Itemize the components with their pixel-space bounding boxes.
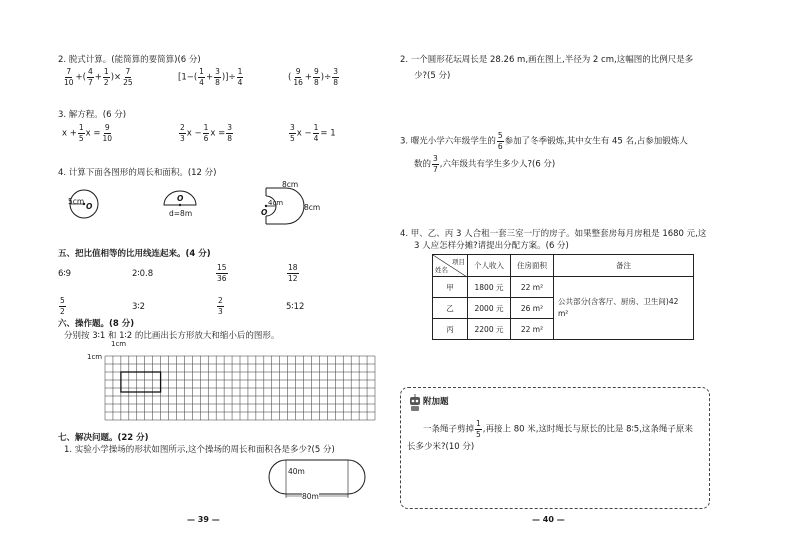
r-q2-line1: 2. 一个圆形花坛周长是 28.26 m,画在图上,半径为 2 cm,这幅图的比例尺是多 [400, 55, 694, 65]
ratio-2-0.8: 2∶0.8 [132, 269, 154, 279]
track-length-label: 80m [302, 492, 319, 501]
ratio-3-2: 3∶2 [132, 302, 146, 312]
col-income-header: 个人收入 [468, 255, 511, 277]
q3-eq-3: $\frac{3}{5}$ x − $\frac{1}{4}$ = 1 [290, 123, 336, 143]
r-q2-line2: 少?(5 分) [414, 71, 451, 81]
grid-unit-top: 1cm [111, 340, 127, 348]
q2-expr-2: [1−( $\frac{1}{4}$ + $\frac{3}{8}$ )]÷ $\frac{1}{4}$ [178, 67, 243, 87]
note-cell: 公共部分(含客厅、厨房、卫生间)42 m² [554, 277, 694, 340]
r-q3-line1: 3. 曙光小学六年级学生的 $\frac{5}{6}$ 参加了冬季锻炼,其中女生有 45 名,占参加锻炼人 [400, 131, 688, 151]
grid-unit-left: 1cm [87, 353, 103, 361]
q3-title: 3. 解方程。(6 分) [58, 110, 127, 120]
circle-radius-label: 5cm [68, 197, 85, 206]
col-note-header: 备注 [554, 255, 694, 277]
sec7-title: 七、解决问题。(22 分) [58, 433, 149, 443]
ratio-6-9: 6∶9 [58, 269, 72, 279]
r-q4-line2: 3 人应怎样分摊?请提出分配方案。(6 分) [414, 241, 569, 251]
table-row: 乙 2000 元 26 m² [433, 298, 694, 319]
q3-eq-2: $\frac{2}{3}$ x − $\frac{1}{6}$ x = $\frac{3}{8}$ [180, 123, 233, 143]
page-number-left: — 39 — [187, 515, 220, 524]
drawing-grid[interactable] [105, 356, 375, 420]
table-row: 丙 2200 元 22 m² [433, 319, 694, 340]
table-row: 甲 1800 元 22 m² 公共部分(含客厅、厨房、卫生间)42 m² [433, 277, 694, 298]
given-rectangle [121, 372, 161, 392]
q2-title: 2. 脱式计算。(能简算的要简算)(6 分) [58, 55, 201, 65]
circle-center-label: O [86, 202, 93, 211]
ratio-2-3: $\frac{2}{3}$ [218, 296, 223, 316]
bonus-line2: 长多少米?(10 分) [407, 442, 475, 452]
semicircle-center-label: O [177, 194, 184, 203]
q2-expr-1: $\frac{7}{10}$ +( $\frac{4}{7}$ + $\frac{1}{2}$ )× $\frac{7}{25}$ [64, 67, 133, 87]
robot-icon [407, 394, 423, 412]
col-area-header: 住房面积 [511, 255, 554, 277]
ratio-18-12: $\frac{18}{12}$ [288, 263, 298, 283]
rent-table [432, 254, 694, 340]
composite-figure [262, 186, 306, 228]
bonus-line1: 一条绳子剪掉 $\frac{1}{5}$ ,再接上 80 米,这时绳长与原长的比是 8∶5,这条绳子原来 [423, 419, 693, 439]
sec7-q1: 1. 实验小学操场的形状如图所示,这个操场的周长和面积各是多少?(5 分) [64, 445, 335, 455]
composite-center-label: O [261, 208, 268, 217]
page-number-right: — 40 — [532, 515, 565, 524]
bonus-title: 附加题 [423, 397, 449, 407]
sec6-title: 六、操作题。(8 分) [58, 319, 135, 329]
q2-expr-3: ( $\frac{9}{16}$ + $\frac{9}{8}$ )÷ $\frac{3}{8}$ [288, 67, 339, 87]
sec6-desc: 分别按 3∶1 和 1∶2 的比画出长方形放大和缩小后的图形。 [64, 331, 280, 341]
composite-top-label: 8cm [282, 180, 299, 189]
r-q3-line2: 数的 $\frac{3}{7}$ ,六年级共有学生多少人?(6 分) [414, 154, 556, 174]
ratio-5-12: 5∶12 [286, 302, 305, 312]
semicircle-diameter-label: d=8m [169, 209, 193, 218]
q3-eq-1: x + $\frac{1}{5}$ x = $\frac{9}{10}$ [62, 123, 113, 143]
ratio-15-36: $\frac{15}{36}$ [217, 263, 227, 283]
bonus-question-box [400, 387, 710, 509]
r-q4-line1: 4. 甲、乙、丙 3 人合租一套三室一厅的房子。如果整套房每月房租是 1680 元,这 [400, 229, 707, 239]
sec5-title: 五、把比值相等的比用线连起来。(4 分) [58, 249, 211, 259]
track-height-label: 40m [288, 467, 305, 476]
table-diagonal-header: 项目 姓名 [433, 255, 468, 277]
ratio-5-2: $\frac{5}{2}$ [60, 296, 65, 316]
composite-side-label: 8cm [304, 203, 321, 212]
q4-title: 4. 计算下面各图形的周长和面积。(12 分) [58, 168, 217, 178]
composite-inner-label: 4cm [268, 199, 284, 207]
